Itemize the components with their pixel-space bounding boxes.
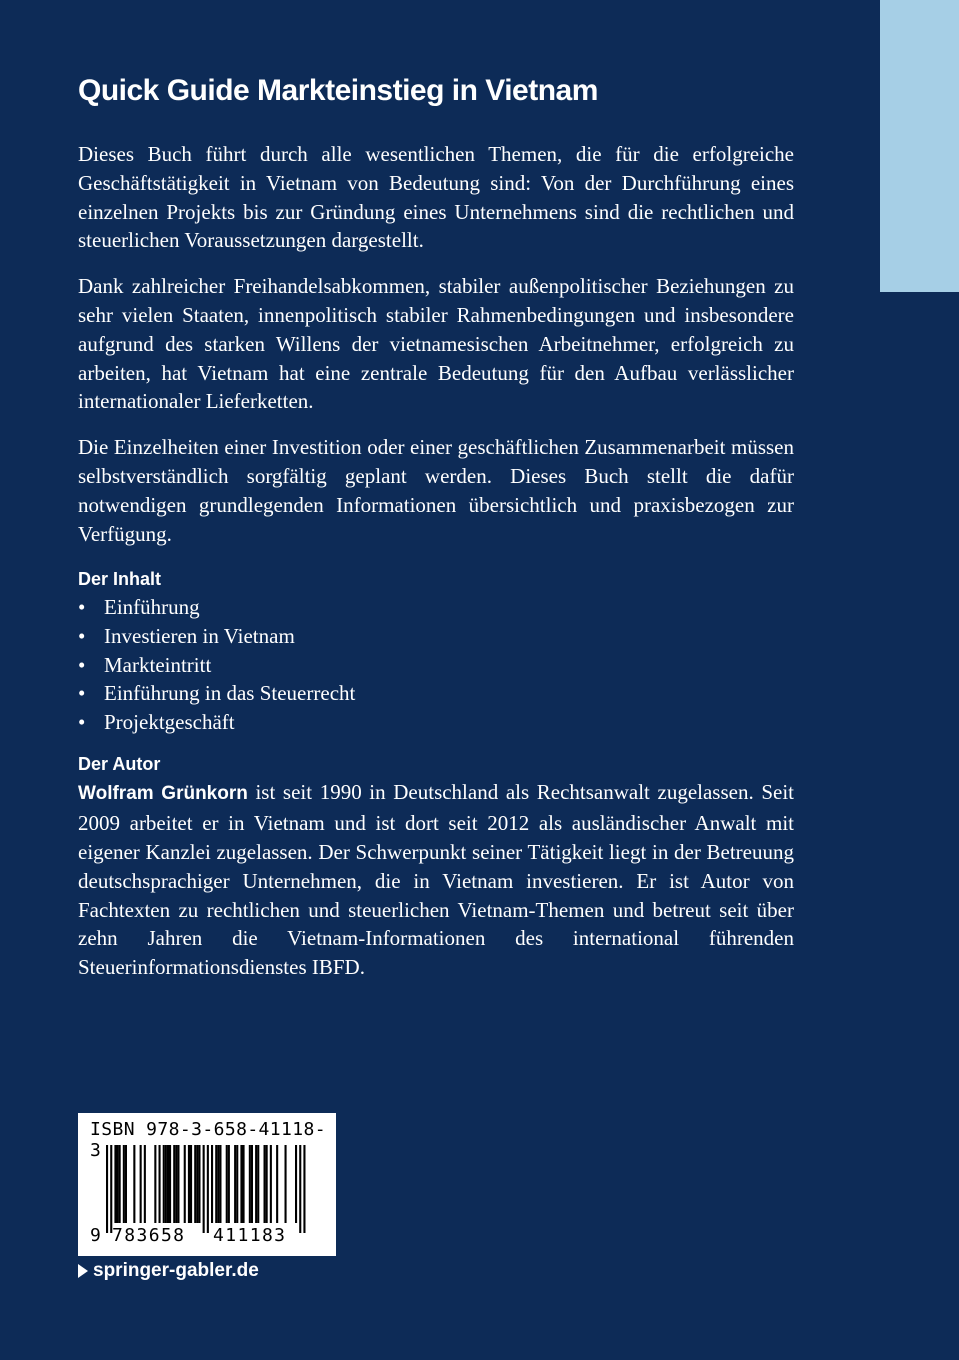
barcode-bar <box>228 1145 230 1223</box>
barcode-bar <box>114 1145 116 1223</box>
barcode-bar <box>133 1145 135 1223</box>
contents-item: • Einführung in das Steuerrecht <box>78 679 794 708</box>
barcode-bar <box>219 1145 221 1223</box>
barcode-bar <box>251 1145 253 1223</box>
back-cover-content <box>78 72 794 999</box>
barcode-bar <box>125 1145 127 1223</box>
barcode-bar <box>175 1145 177 1223</box>
barcode-bar <box>266 1145 268 1223</box>
barcode-bar <box>240 1145 242 1223</box>
bullet-icon: • <box>78 681 86 706</box>
contents-item: • Projektgeschäft <box>78 708 794 737</box>
bullet-icon: • <box>78 709 86 734</box>
barcode-bar <box>154 1145 156 1223</box>
barcode-bars <box>106 1145 316 1233</box>
ean-left-digits: 783658 <box>112 1225 186 1246</box>
author-heading: Der Autor <box>78 754 161 775</box>
barcode-bar <box>144 1145 146 1223</box>
barcode-bar <box>167 1145 169 1223</box>
barcode-bar <box>226 1145 228 1223</box>
barcode-bar <box>190 1145 192 1223</box>
contents-item: • Markteintritt <box>78 651 794 680</box>
description-paragraph-1: Dieses Buch führt durch alle wesentlichen Themen, die für die erfolgreiche Geschäftstätigkeit in Vietnam von Bedeutung sind: Von der Durchführung eines einzelnen Projekts bis zur Gründung eines Unternehmens sind die rechtlichen und steuerlichen Voraussetzungen dargestellt. <box>78 142 794 253</box>
spine-color-tab <box>880 0 959 292</box>
barcode-bar <box>255 1145 257 1223</box>
author-bio-text: ist seit 1990 in Deutschland als Rechtsanwalt zugelassen. Seit 2009 arbeitet er in Vietnam und ist dort seit 2012 als ausländischer Anwalt mit eigener Kanzlei zugelassen. Der Schwerpunkt seiner Tätigkeit liegt in der Betreuung deutschsprachiger Unternehmen, die in Vietnam investieren. Er ist Autor von Fachtexten zu rechtlichen und steuerlichen Vietnam-Themen und betreut seit über zehn Jahren die Vietnam-Informationen des international führenden Steuerinformationsdienstes IBFD. <box>78 780 794 980</box>
barcode-bar <box>257 1145 259 1223</box>
ean-first-digit: 9 <box>90 1225 101 1246</box>
barcode-bar <box>198 1145 200 1223</box>
isbn-barcode <box>78 1113 336 1256</box>
barcode-bar <box>123 1145 125 1223</box>
barcode-bar <box>236 1145 238 1223</box>
contents-list <box>78 593 794 736</box>
barcode-bar <box>203 1145 205 1233</box>
barcode-bar <box>299 1145 301 1233</box>
barcode-bar <box>177 1145 179 1223</box>
description-paragraph-2: Dank zahlreicher Freihandelsabkommen, stabiler außenpolitischer Beziehungen zu sehr vielen Staaten, innenpolitisch stabiler Rahmenbedingungen und insbesondere aufgrund des starken Willens der vietnamesischen Arbeitnehmer, erfolgreich zu arbeiten, hat Vietnam hat eine zentrale Bedeutung für den Aufbau verlässlicher internationaler Lieferketten. <box>78 274 794 414</box>
barcode-bar <box>276 1145 278 1223</box>
author-bio <box>78 778 794 982</box>
barcode-bar <box>140 1145 142 1223</box>
bullet-icon: • <box>78 652 86 677</box>
bullet-icon: • <box>78 595 86 620</box>
barcode-bar <box>196 1145 198 1223</box>
barcode-bar <box>217 1145 219 1223</box>
barcode-bar <box>119 1145 121 1223</box>
contents-heading: Der Inhalt <box>78 569 162 590</box>
isbn-number: ISBN 978-3-658-41118-3 <box>90 1119 326 1161</box>
barcode-bar <box>194 1145 196 1223</box>
barcode-bar <box>188 1145 190 1223</box>
bullet-icon: • <box>78 623 86 648</box>
barcode-bar <box>264 1145 266 1223</box>
barcode-bar <box>215 1145 217 1223</box>
barcode-bar <box>211 1145 213 1223</box>
barcode-bar <box>184 1145 186 1223</box>
website-label: springer-gabler.de <box>93 1260 259 1281</box>
barcode-bar <box>173 1145 175 1223</box>
barcode-bar <box>110 1145 112 1233</box>
barcode-bar <box>243 1145 245 1223</box>
barcode-bar <box>117 1145 119 1223</box>
author-name: Wolfram Grünkorn <box>78 783 248 805</box>
barcode-bar <box>169 1145 171 1223</box>
ean-right-digits: 411183 <box>213 1225 287 1246</box>
barcode-bar <box>165 1145 167 1223</box>
description-paragraph-3: Die Einzelheiten einer Investition oder einer geschäftlichen Zusammenarbeit müssen selbstverständlich sorgfältig geplant werden. Dieses Buch stellt die dafür notwendigen grundlegenden Informationen übersichtlich und praxisbezogen zur Verfügung. <box>78 435 794 546</box>
barcode-bar <box>106 1145 108 1233</box>
barcode-bar <box>249 1145 251 1223</box>
barcode-bar <box>295 1145 297 1223</box>
barcode-bar <box>163 1145 165 1223</box>
book-title: Quick Guide Markteinstieg in Vietnam <box>78 74 598 107</box>
barcode-bar <box>207 1145 209 1233</box>
barcode-bar <box>234 1145 236 1223</box>
barcode-bar <box>303 1145 305 1233</box>
barcode-bar <box>270 1145 272 1223</box>
contents-item: • Einführung <box>78 593 794 622</box>
publisher-website[interactable] <box>78 1260 259 1282</box>
contents-item: • Investieren in Vietnam <box>78 622 794 651</box>
barcode-bar <box>159 1145 161 1223</box>
arrow-right-icon <box>78 1264 88 1278</box>
barcode-bar <box>285 1145 287 1223</box>
